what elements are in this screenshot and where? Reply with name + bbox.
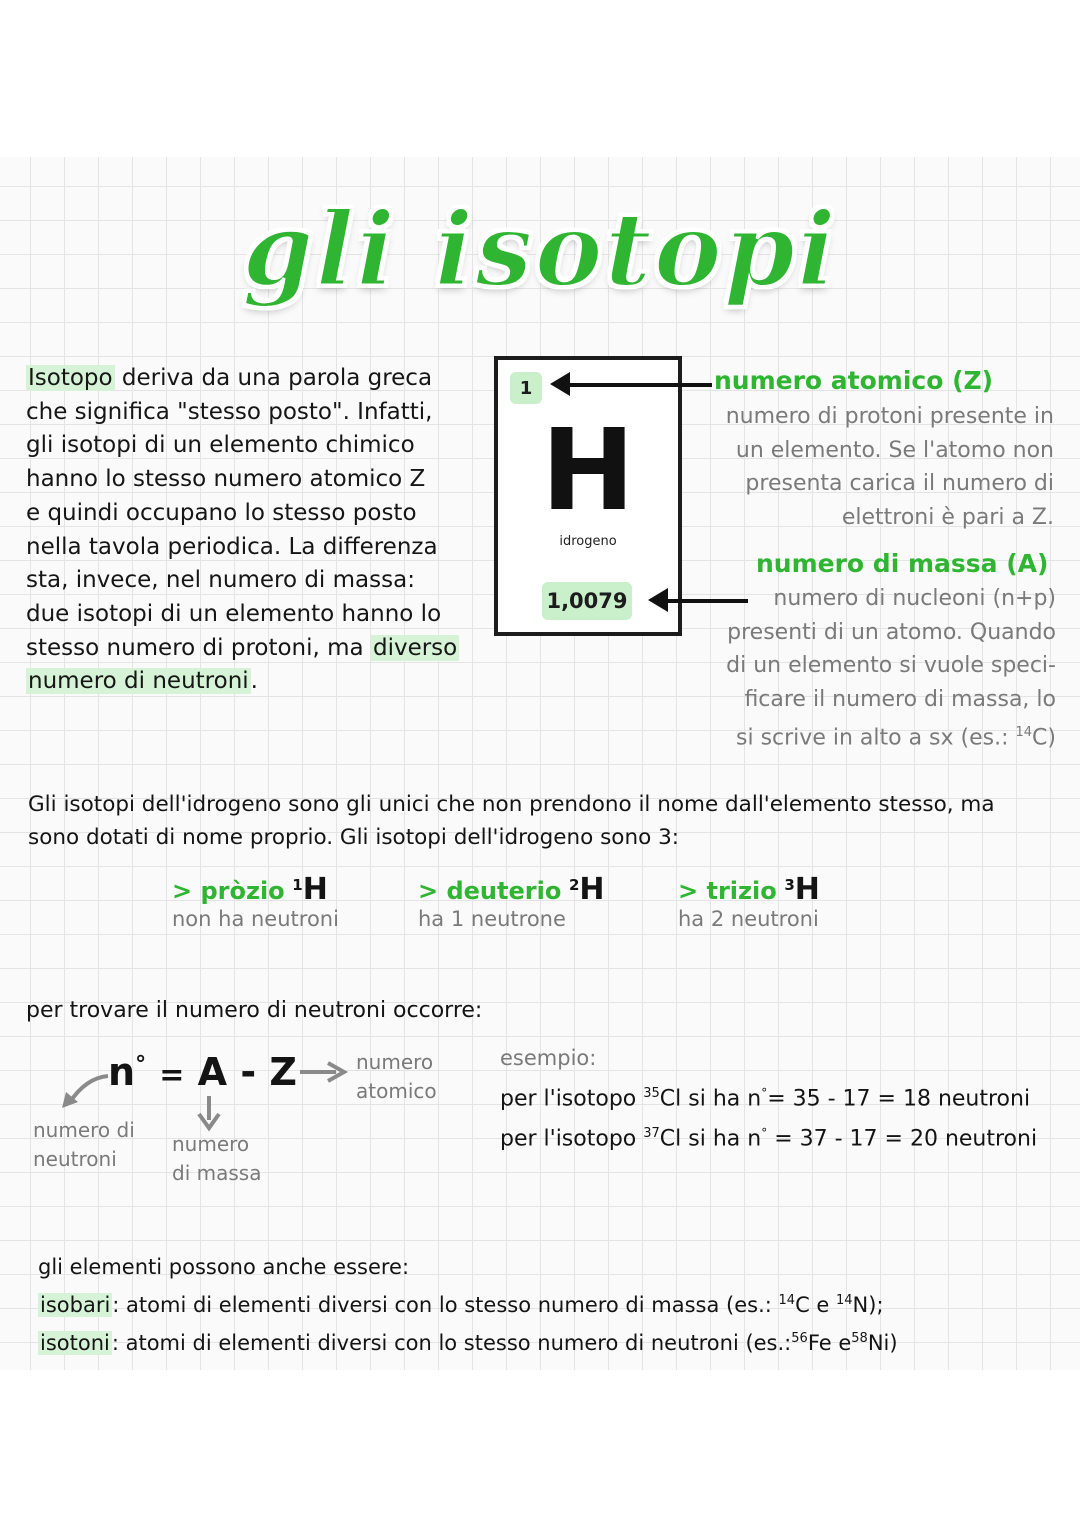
- formula-equals: =: [159, 1058, 185, 1093]
- highlight-term: Isotopo: [28, 365, 113, 391]
- superscript: 37: [643, 1126, 660, 1142]
- label-line: neutroni: [33, 1147, 117, 1171]
- note-text: si scrive in alto a sx (es.:: [736, 725, 1016, 751]
- formula-a: A: [197, 1050, 228, 1094]
- example-text: Cl si ha n: [659, 1126, 762, 1152]
- note-line: elettroni è pari a Z.: [841, 504, 1054, 530]
- note-line: un elemento. Se l'atomo non: [735, 437, 1054, 463]
- intro-paragraph: [26, 362, 486, 699]
- isotope-description: ha 2 neutroni: [678, 907, 819, 931]
- label-line: numero di: [33, 1118, 135, 1142]
- isotope-deuterium: [418, 872, 605, 931]
- note-text: C): [1032, 725, 1056, 751]
- neutron-section-intro: per trovare il numero di neutroni occorre:: [26, 998, 483, 1023]
- hydrogen-intro-line: Gli isotopi dell'idrogeno sono gli unici che non prendono il nome dall'elemento stesso, ma: [28, 792, 995, 817]
- note-line: numero di protoni presente in: [725, 404, 1054, 429]
- superscript: 14: [836, 1293, 853, 1308]
- superscript: °: [761, 1126, 768, 1141]
- example-text: per l'isotopo: [500, 1086, 644, 1112]
- formula-n: n: [108, 1050, 136, 1094]
- formula-minus: -: [240, 1050, 257, 1094]
- mass-number-heading: numero di massa (A): [756, 549, 1049, 578]
- intro-line: gli isotopi di un elemento chimico: [26, 432, 415, 459]
- superscript: 35: [643, 1086, 660, 1101]
- isotope-description: ha 1 neutrone: [418, 907, 566, 931]
- intro-line: nella tavola periodica. La differenza: [26, 533, 438, 560]
- atomic-number-description: [690, 400, 1054, 534]
- isotope-name: > trizio: [678, 877, 777, 905]
- highlight-term: numero di neutroni: [28, 668, 249, 695]
- example-text: = 35 - 17 = 18 neutroni: [767, 1086, 1031, 1112]
- label-line: atomico: [356, 1079, 437, 1103]
- arrow-down-left-icon: [56, 1068, 116, 1114]
- isotope-symbol: H: [302, 872, 328, 907]
- highlight-term: diverso: [372, 634, 458, 661]
- label-line: di massa: [172, 1161, 262, 1185]
- note-line: presenta carica il numero di: [745, 471, 1054, 496]
- isotoni-line: [38, 1322, 898, 1360]
- superscript: °: [761, 1086, 768, 1100]
- definition-text: Fe e: [807, 1331, 852, 1355]
- label-atomic-number: [356, 1048, 437, 1106]
- superscript: 56: [791, 1331, 808, 1346]
- isotope-description: non ha neutroni: [172, 907, 339, 931]
- label-neutron-number: [33, 1116, 135, 1174]
- examples: [500, 1076, 1037, 1157]
- definition-text: C e: [795, 1293, 836, 1317]
- isobari-line: [38, 1284, 898, 1322]
- isotope-name: > pròzio: [172, 877, 285, 905]
- label-line: numero: [172, 1132, 250, 1156]
- isotope-tritium: [678, 872, 820, 931]
- other-intro: gli elementi possono anche essere:: [38, 1255, 410, 1279]
- intro-line: due isotopi di un elemento hanno lo: [26, 600, 442, 627]
- mass-number-description: [690, 582, 1056, 755]
- isotope-mass-number: 2: [568, 876, 580, 894]
- isotope-name: > deuterio: [418, 877, 562, 905]
- element-name: idrogeno: [559, 534, 617, 549]
- arrow-right-icon: [298, 1060, 350, 1084]
- example-text: per l'isotopo: [500, 1126, 644, 1152]
- intro-line: hanno lo stesso numero atomico Z: [26, 466, 426, 493]
- intro-text: .: [250, 668, 258, 695]
- other-classifications: [38, 1250, 898, 1360]
- note-line: presenti di un atomo. Quando: [727, 619, 1056, 645]
- definition-text: N);: [852, 1293, 884, 1317]
- page-title: gli isotopi: [242, 190, 838, 310]
- example-text: = 37 - 17 = 20 neutroni: [767, 1126, 1038, 1152]
- label-mass-number: [172, 1130, 261, 1188]
- note-line: ficare il numero di massa, lo: [744, 686, 1056, 712]
- isotope-mass-number: 3: [784, 876, 795, 894]
- example-line: [500, 1076, 1037, 1116]
- definition-text: Ni): [867, 1331, 898, 1355]
- neutron-formula: [108, 1050, 297, 1094]
- note-line: di un elemento si vuole speci-: [726, 653, 1056, 678]
- hydrogen-intro: [28, 788, 1068, 854]
- intro-line: [26, 362, 486, 396]
- formula-degree: °: [135, 1052, 147, 1078]
- highlight-term: isobari: [40, 1293, 111, 1317]
- example-text: Cl si ha n: [659, 1086, 762, 1112]
- superscript: 14: [1015, 725, 1033, 740]
- atomic-number-heading: numero atomico (Z): [714, 366, 994, 395]
- arrow-down-icon: [196, 1094, 222, 1132]
- grid-paper-background: [0, 157, 1080, 1370]
- superscript: 14: [778, 1293, 796, 1308]
- formula-z: Z: [269, 1050, 297, 1094]
- definition-text: : atomi di elementi diversi con lo stesso numero di massa (es.:: [112, 1293, 779, 1317]
- intro-line: [26, 665, 486, 699]
- highlight-term: isotoni: [40, 1331, 110, 1355]
- definition-text: : atomi di elementi diversi con lo stesso numero di neutroni (es.:: [111, 1331, 792, 1355]
- intro-line: che significa "stesso posto". Infatti,: [26, 398, 433, 425]
- element-symbol: H: [541, 406, 635, 536]
- label-line: numero: [356, 1050, 434, 1074]
- superscript: 58: [851, 1331, 868, 1346]
- note-line: [690, 716, 1056, 755]
- isotope-symbol: H: [794, 872, 820, 907]
- atomic-number-badge: 1: [510, 372, 542, 404]
- example-label: esempio:: [500, 1046, 597, 1070]
- intro-line: [26, 632, 486, 666]
- intro-line: sta, invece, nel numero di massa:: [26, 567, 415, 594]
- example-line: [500, 1116, 1037, 1156]
- isotope-protium: [172, 872, 339, 931]
- isotope-symbol: H: [579, 872, 605, 907]
- isotope-mass-number: 1: [292, 876, 303, 894]
- hydrogen-intro-line: sono dotati di nome proprio. Gli isotopi dell'idrogeno sono 3:: [28, 825, 679, 850]
- intro-line: e quindi occupano lo stesso posto: [26, 499, 417, 526]
- intro-text: stesso numero di protoni, ma: [26, 634, 371, 661]
- arrow-left-icon: [550, 372, 710, 398]
- mass-badge: 1,0079: [542, 582, 632, 620]
- note-line: numero di nucleoni (n+p): [773, 586, 1056, 611]
- intro-text: deriva da una parola greca: [114, 365, 433, 391]
